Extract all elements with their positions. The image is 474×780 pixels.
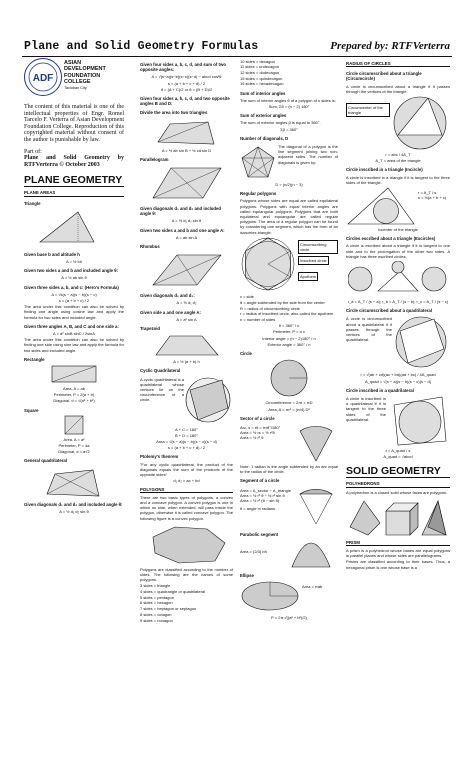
prism-heading: PRISM xyxy=(346,540,450,546)
parabolic-segment-heading: Parabolic segment xyxy=(240,531,279,537)
ellipse-figure xyxy=(240,580,300,612)
polygon-name-item: 16 sides = hexadecagon xyxy=(240,81,284,87)
document-title: Plane and Solid Geometry Formulas xyxy=(24,40,259,53)
rectangle-figure xyxy=(44,364,104,384)
rhombus-figure xyxy=(147,251,227,289)
definition-item: θ = angle subtended by the side from the center xyxy=(240,299,325,305)
plane-geometry-heading: PLANE GEOMETRY xyxy=(24,174,123,187)
plane-areas-heading: PLANE AREAS xyxy=(24,190,124,196)
polygon-name-item: 3 sides = triangle xyxy=(140,583,171,589)
polyhedron-figures xyxy=(346,497,450,537)
college-logo-block xyxy=(24,58,124,98)
pentagon-diagonals-figure xyxy=(240,145,276,179)
polygon-name-item: 9 sides = nonagon xyxy=(140,617,173,623)
regular-polygon-definitions xyxy=(240,294,338,322)
solid-geometry-heading: SOLID GEOMETRY xyxy=(346,465,450,478)
page-header xyxy=(22,40,452,57)
incircle-figure xyxy=(346,186,416,226)
segment-heading: Segment of a circle xyxy=(240,478,280,484)
column-3: 10 sides = decagon 11 sides = undecagon 12 sides = dodecagon 15 sides = quindecagon 16 sides = hexadecagon Sum of interior angles The sum of interior angles θ of a polygon of n sides is: Sum, Σθ = (n − 2) 180° Sum of exterior angles The sum of exterior angles β is equal to 360°. Σβ = 360° Number of diagonals, D The diagonal of a polygon is the line segment joining two non-adjacent sides. The number of diagonals is given by: D = (n/2)(n − 3) Regular polygons Polygons whose sides are equal are called equilateral polygons. Polygons with equal interior angles are called equiangular polygons. Polygons that are both equilateral and equiangular are called regular polygons. The area of a regular polygon can be found by considering one segment, which has the form of an isosceles triangle. Circumscribing circle Inscribed circle Apothem x = side θ = angle subtended by the side from the center R = radius of circumscribing circle r = radius of inscribed circle, also called the apothem n = number of sides θ = 360° / n Perimeter, P = n x Interior angle = (n − 2)180° / n Exterior angle = 360° / n Circle Circumference = 2πr = πD Area, A = πr² = (π/4) D² Sector of a circle Arc, s = rθ = πrθ°/180° Area = ½ rs = ½ r²θ Area = ½ r² θ Note: 1 radian is the angle subtended by an arc equal to the radius of the circle. Segment of a circle Area = A_sector − A_triangle Area = ½ r² θ − ½ r² sin θ Area = ½ r² (θ − sin θ) θ = angle in radians Parabolic segment Area = (2/3) bh Ellipse Area = πab P = 2π √((a² + b²)/2) xyxy=(240,58,338,620)
general-quadrilateral-heading: General quadrilateral xyxy=(24,458,67,464)
polygon-name-item: 7 sides = heptagon or septagon xyxy=(140,606,197,612)
triangle-figure xyxy=(34,208,114,248)
column-1: ADF ASIAN DEVELOPMENT FOUNDATION COLLEGE Tacloban City The content of this material is one of the intellectual properties of Engr. Romel Tarcelo F. Verterra of Asian Development Foundation College. Reproduction of this copyrighted material without consent of the author is punishable by law. Part of: Plane and Solid Geometry by RTFVerterra © October 2003 PLANE GEOMETRY PLANE AREAS Triangle Given base b and altitude h A = ½ bh Given two sides a and b and included angle θ: A = ½ ab sin θ Given three sides a, b, and c: (Hero's Formula) A = √s(s − a)(s − b)(s − c) s = (a + b + c) / 2 The area under this condition can also be solved by finding one angle using cosine law and apply the formula for two sides and included angle. Given three angles A, B, and C and one side a: A = a² sinB sinC / 2sinA The area under this condition can also be solved by finding one side using sine law and apply the formula for two sides and included angle. Rectangle Area, A = ab Perimeter, P = 2(a + b) Diagonal, d = √(a² + b²) Square Area, A = a² Perimeter, P = 4a Diagonal, d = a√2 General quadrilateral Given diagonals d₁ and d₂ and included angle θ: A = ½ d₁ d₂ sin θ xyxy=(24,60,124,514)
prepared-by: Prepared by: RTFVerterra xyxy=(330,40,450,52)
college-name: ASIAN DEVELOPMENT FOUNDATION COLLEGE Tacloban City xyxy=(64,60,106,91)
column-2: Given four sides a, b, c, d, and sum of two opposite angles: A = √(s−a)(s−b)(s−c)(s−d) − abcd cos²θ s = (a + b + c + d) / 2 θ = (A + C)/2 or θ = (B + D)/2 Given four sides a, b, c, d, and two opposite angles B and D: Divide the area into two triangles A = ½ ab sin B + ½ cd sin D Parallelogram Given diagonals d₁ and d₂ and included angle θ: A = ½ d₁ d₂ sin θ Given two sides a and b and one angle A: A = ab sin A Rhombus Given diagonals d₁ and d₂: A = ½ d₁ d₂ Given side a and one angle A: A = a² sin A Trapezoid A = ½ (a + b) h Cyclic Quadrilateral A cyclic quadrilateral is a quadrilateral whose vertices lie on the circumference of a circle. A + C = 180° B + D = 180° Area = √(s − a)(s − b)(s − c)(s − d) s = (a + b + c + d) / 2 Ptolemy's theorem "For any cyclic quadrilateral, the product of the diagonals equals the sum of the products of the opposite sides" d₁ d₂ = ac + bd POLYGONS There are two basic types of polygons, a convex and a concave polygon. A convex polygon is one in which no side, when extended, will pass inside the polygon, otherwise it is called concave polygon. The following figure is a convex polygon. Polygons are classified according to the number of sides. The following are the names of some polygons. 3 sides = triangle 4 sides = quadrangle or quadrilateral 5 sides = pentagon 6 sides = hexagon 7 sides = heptagon or septagon 8 sides = octagon 9 sides = nonagon xyxy=(140,62,233,623)
college-emblem-icon xyxy=(24,58,62,96)
quad-incircle-figure xyxy=(390,395,448,447)
polygon-name-item: 15 sides = quindecagon xyxy=(240,75,283,81)
polygon-name-item: 10 sides = decagon xyxy=(240,58,275,64)
polygon-name-item: 11 sides = undecagon xyxy=(240,64,279,70)
column-4: RADIUS OF CIRCLES Circle circumscribed about a triangle (Circumcircle) A circle is circumscribed about a triangle if it passes through the vertices of the triangle. Circumcenter of the triangle r = abc / 4A_T A_T = area of the triangle Circle inscribed in a triangle (Incircle) A circle is inscribed in a triangle if it is tangent to the three sides of the triangle. r = A_T / s s = ½(a + b + c) Incenter of the triangle Circles escribed about a triangle (Excircles) A circle is escribed about a triangle if it is tangent to one side and to the prolongation of the other two sides. A triangle has three escribed circles. r_a = A_T / (s − a); r_b = A_T / (s − b); r_c = A_T / (s − c) Circle circumscribed about a quadrilateral A circle is circumscribed about a quadrilateral if it passes through the vertices of the quadrilateral. r = √(ab + cd)(ac + bd)(ad + bc) / 4A_quad A_quad = √(s − a)(s − b)(s − c)(s − d) Circle inscribed in a quadrilateral A circle is inscribed in a quadrilateral if it is tangent to the three sides of the quadrilateral. r = A_quad / s A_quad = √abcd SOLID GEOMETRY POLYHEDRONS A polyhedron is a closed solid whose faces are polygons. PRISM A prism is a polyhedron whose bases are equal polygons in parallel planes and whose sides are parallelograms. Prisms are classified according to their bases. Thus, a hexagonal prism is one whose base is a xyxy=(346,61,450,570)
cyclic-quad-figure xyxy=(184,376,232,424)
definition-item: x = side xyxy=(240,294,254,300)
segment-figure xyxy=(296,486,336,526)
excircles-figure xyxy=(348,261,448,297)
svg-text:ADF: ADF xyxy=(32,73,54,84)
quad-circumcircle-figure xyxy=(394,315,448,369)
definition-item: r = radius of inscribed circle, also called the apothem xyxy=(240,311,334,317)
polygon-names-list xyxy=(140,583,233,622)
polygon-name-item: 8 sides = octagon xyxy=(140,611,172,617)
radius-of-circles-heading: RADIUS OF CIRCLES xyxy=(346,61,450,67)
definition-item: n = number of sides xyxy=(240,317,276,323)
polygon-name-item: 12 sides = dodecagon xyxy=(240,69,280,75)
triangle-heading: Triangle xyxy=(24,200,41,206)
polygon-names-list-cont xyxy=(240,59,338,87)
circumcircle-figure xyxy=(392,95,448,151)
rectangle-heading: Rectangle xyxy=(24,356,45,362)
square-heading: Square xyxy=(24,407,39,413)
trapezoid-figure xyxy=(152,333,222,357)
definition-item: R = radius of circumscribing circle xyxy=(240,305,300,311)
rhombus-heading: Rhombus xyxy=(140,244,160,250)
polygons-heading: POLYGONS xyxy=(140,487,233,493)
quadrilateral-figure xyxy=(39,466,109,498)
trapezoid-heading: Trapezoid xyxy=(140,326,161,332)
sector-heading: Sector of a circle xyxy=(240,415,275,421)
copyright-notice: The content of this material is one of the intellectual properties of Engr. Romel Tarcelo F. Verterra of Asian Development Foundation College. Reproduction of this copyrighted material without consent of the author is punishable by law. Part of: Plane and Solid Geometry by RTFVerterra © October 2003 xyxy=(24,104,124,168)
polygon-name-item: 6 sides = hexagon xyxy=(140,600,173,606)
circle-heading: Circle xyxy=(240,351,252,357)
polyhedrons-heading: POLYHEDRONS xyxy=(346,481,450,487)
ellipse-heading: Ellipse xyxy=(240,572,254,578)
square-figure xyxy=(59,415,89,435)
polygon-name-item: 5 sides = pentagon xyxy=(140,594,174,600)
parallelogram-figure xyxy=(147,164,227,202)
quad-split-figure xyxy=(152,118,222,146)
regular-hexagon-figure xyxy=(240,236,296,292)
sector-figure xyxy=(296,423,336,463)
cyclic-quadrilateral-heading: Cyclic Quadrilateral xyxy=(140,368,181,374)
parallelogram-heading: Parallelogram xyxy=(140,156,169,162)
circle-figure xyxy=(269,358,309,398)
parabolic-segment-figure xyxy=(288,539,334,569)
polygon-name-item: 4 sides = quadrangle or quadrilateral xyxy=(140,589,206,595)
convex-polygon-figure xyxy=(145,523,229,565)
